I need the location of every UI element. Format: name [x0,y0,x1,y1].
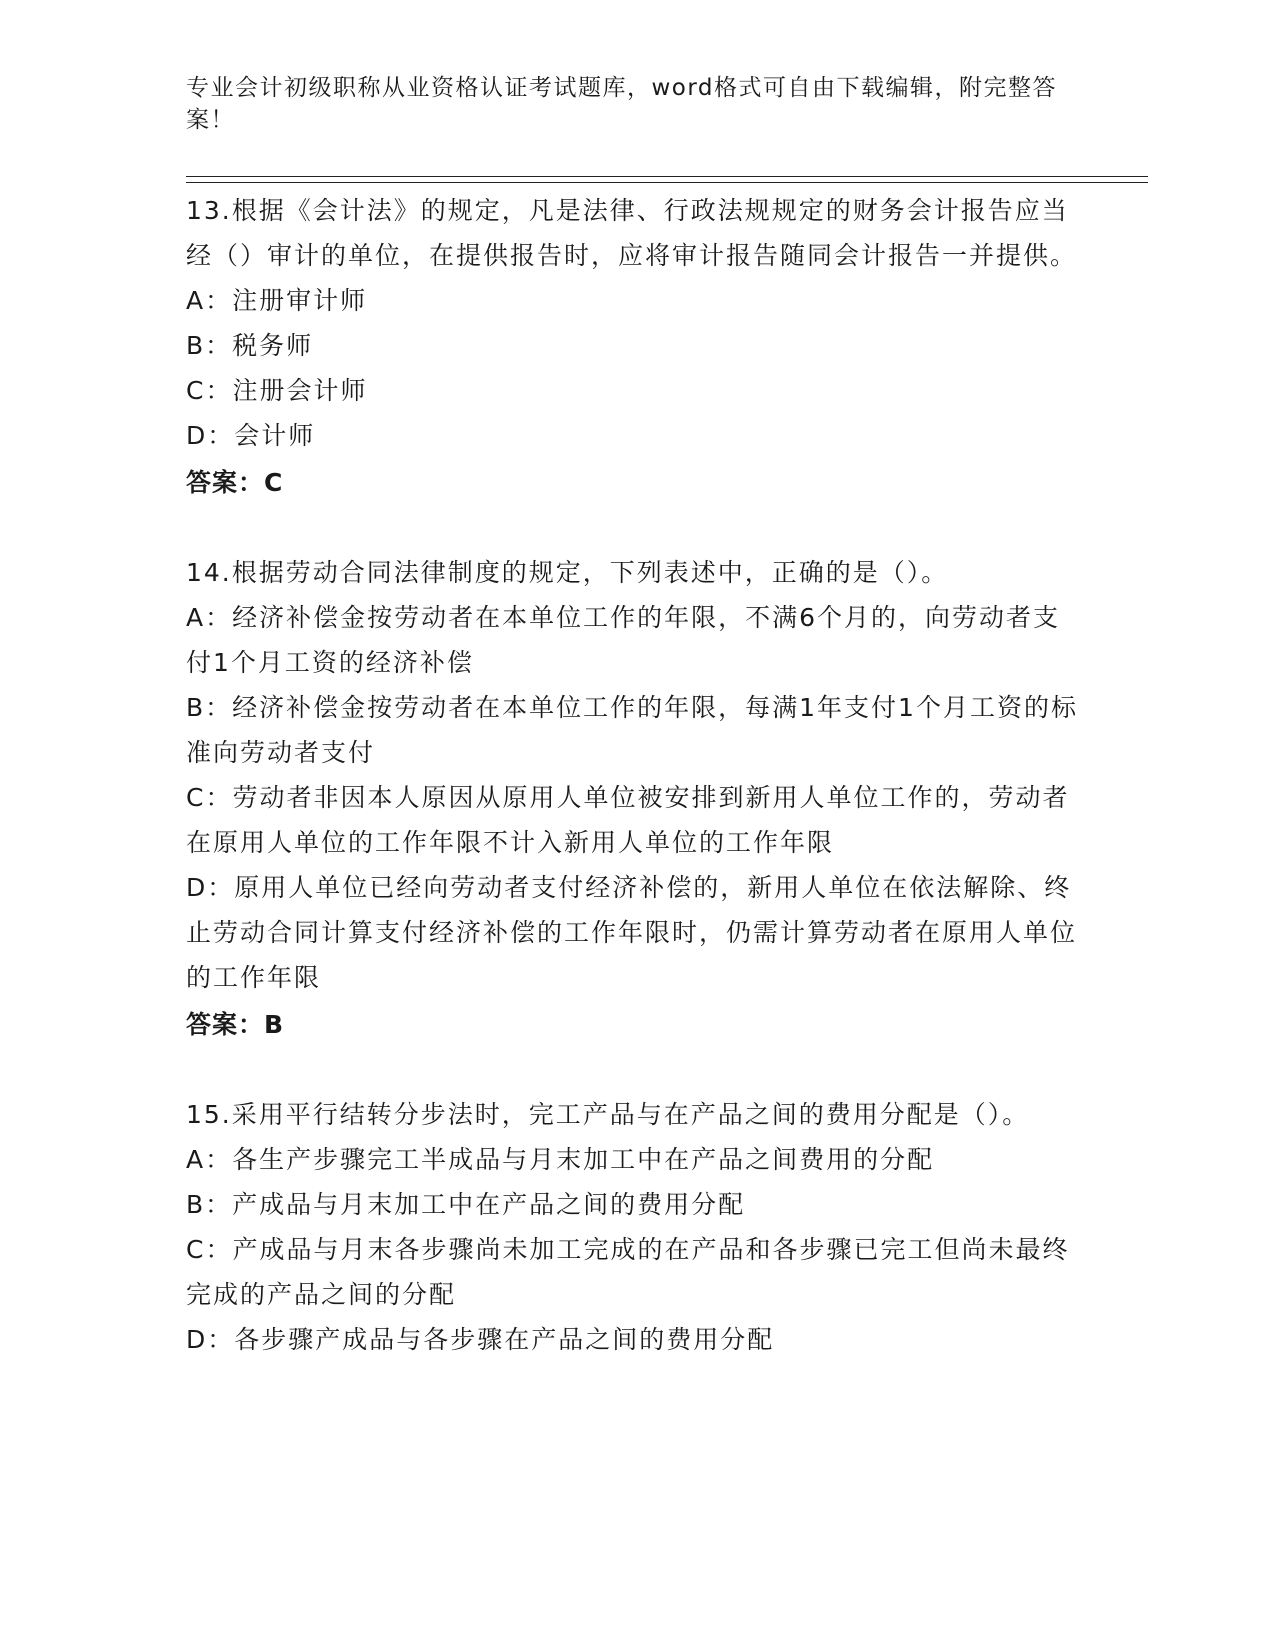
option-d: D：各步骤产成品与各步骤在产品之间的费用分配 [186,1325,775,1354]
question-13 [186,188,1086,505]
option-a: A：注册审计师 [186,286,368,315]
question-14 [186,550,1086,1047]
header-divider-bottom [186,182,1148,183]
option-b: B：税务师 [186,331,314,360]
question-spacer [186,505,1086,550]
header-note: 专业会计初级职称从业资格认证考试题库，word格式可自由下载编辑，附完整答案！ [186,75,1058,133]
answer: 答案：B [186,1010,285,1039]
answer: 答案：C [186,468,284,497]
option-a: A：各生产步骤完工半成品与月末加工中在产品之间费用的分配 [186,1145,935,1174]
option-b: B：产成品与月末加工中在产品之间的费用分配 [186,1190,746,1219]
option-b: B：经济补偿金按劳动者在本单位工作的年限，每满1年支付1个月工资的标准向劳动者支付 [186,693,1078,767]
question-list [186,188,1086,1362]
option-c: C：产成品与月末各步骤尚未加工完成的在产品和各步骤已完工但尚未最终完成的产品之间的分配 [186,1235,1070,1309]
option-d: D：原用人单位已经向劳动者支付经济补偿的，新用人单位在依法解除、终止劳动合同计算支付经济补偿的工作年限时，仍需计算劳动者在原用人单位的工作年限 [186,873,1078,992]
question-15 [186,1092,1086,1362]
question-stem: 13.根据《会计法》的规定，凡是法律、行政法规规定的财务会计报告应当经（）审计的单位，在提供报告时，应将审计报告随同会计报告一并提供。 [186,196,1078,270]
header-divider-top [186,176,1148,177]
option-c: C：注册会计师 [186,376,368,405]
option-d: D：会计师 [186,421,316,450]
question-spacer [186,1047,1086,1092]
question-stem: 14.根据劳动合同法律制度的规定，下列表述中，正确的是（）。 [186,558,949,587]
option-c: C：劳动者非因本人原因从原用人单位被安排到新用人单位工作的，劳动者在原用人单位的工作年限不计入新用人单位的工作年限 [186,783,1070,857]
question-stem: 15.采用平行结转分步法时，完工产品与在产品之间的费用分配是（）。 [186,1100,1030,1129]
option-a: A：经济补偿金按劳动者在本单位工作的年限，不满6个月的，向劳动者支付1个月工资的经济补偿 [186,603,1061,677]
